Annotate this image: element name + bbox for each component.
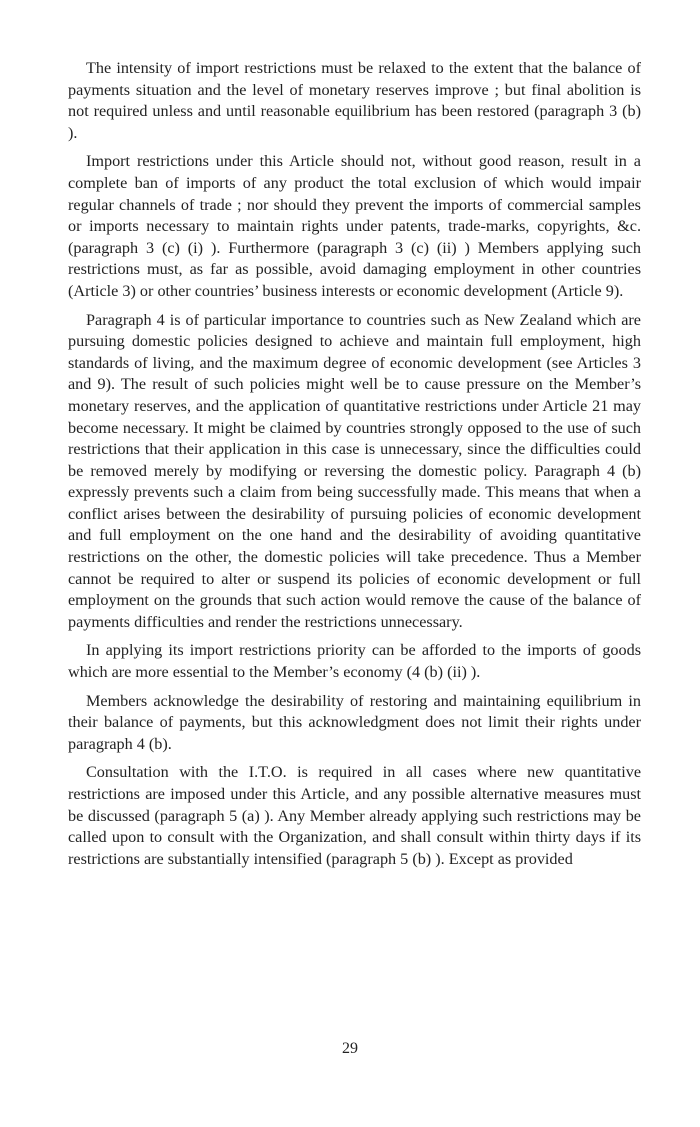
paragraph-import-restrictions: Import restrictions under this Article should not, without good reason, result in a complete ban of imports of any product the total exclusion of which would impair regular channels of trade ; nor should they prevent the imports of commercial samples or imports necessary to maintain rights under patents, trade-marks, copyrights, &c. (paragraph 3 (c) (i) ). Furthermore (paragraph 3 (c) (ii) ) Members applying such restrictions must, as far as possible, avoid damaging employment in other countries (Article 3) or other countries’ business interests or economic development (Article 9). (68, 152, 641, 300)
paragraph-priority: In applying its import restrictions priority can be afforded to the imports of goods which are more essential to the Member’s economy (4 (b) (ii) ). (68, 641, 641, 682)
paragraph-four-importance: Paragraph 4 is of particular importance to countries such as New Zealand which are pursuing domestic policies designed to achieve and maintain full employment, high standards of living, and the maximum degree of economic development (see Articles 3 and 9). The result of such policies might well be to cause pressure on the Member’s monetary reserves, and the application of quantitative restrictions under Article 21 may become necessary. It might be claimed by countries strongly opposed to the use of such restrictions that their application in this case is unnecessary, since the difficulties could be removed merely by modifying or reversing the domestic policy. Paragraph 4 (b) expressly prevents such a claim from being successfully made. This means that when a conflict arises between the desirability of pursuing policies of economic development and full employment on the one hand and the desirability of avoiding quantitative restrictions on the other, the domestic policies will take precedence. Thus a Member cannot be required to alter or suspend its policies of economic development or full employment on the grounds that such action would remove the cause of the balance of payments difficulties and render the restrictions unnecessary. (68, 310, 641, 631)
paragraph-consultation: Consultation with the I.T.O. is required in all cases where new quantitative restrictions are imposed under this Article, and any possible alternative measures must be discussed (paragraph 5 (a) ). Any Member already applying such restrictions may be called upon to consult with the Organization, and shall consult within thirty days if its restrictions are substantially intensified (paragraph 5 (b) ). Except as provided (68, 763, 641, 868)
page-number: 29 (342, 1040, 358, 1057)
paragraph-relaxation: The intensity of import restrictions must be relaxed to the extent that the balance of payments situation and the level of monetary reserves improve ; but final abolition is not required unless and until reasonable equilibrium has been restored (paragraph 3 (b) ). (68, 59, 641, 142)
document-body (68, 58, 641, 877)
paragraph-equilibrium: Members acknowledge the desirability of restoring and maintaining equilibrium in their balance of payments, but this acknowledgment does not limit their rights under paragraph 4 (b). (68, 691, 641, 753)
